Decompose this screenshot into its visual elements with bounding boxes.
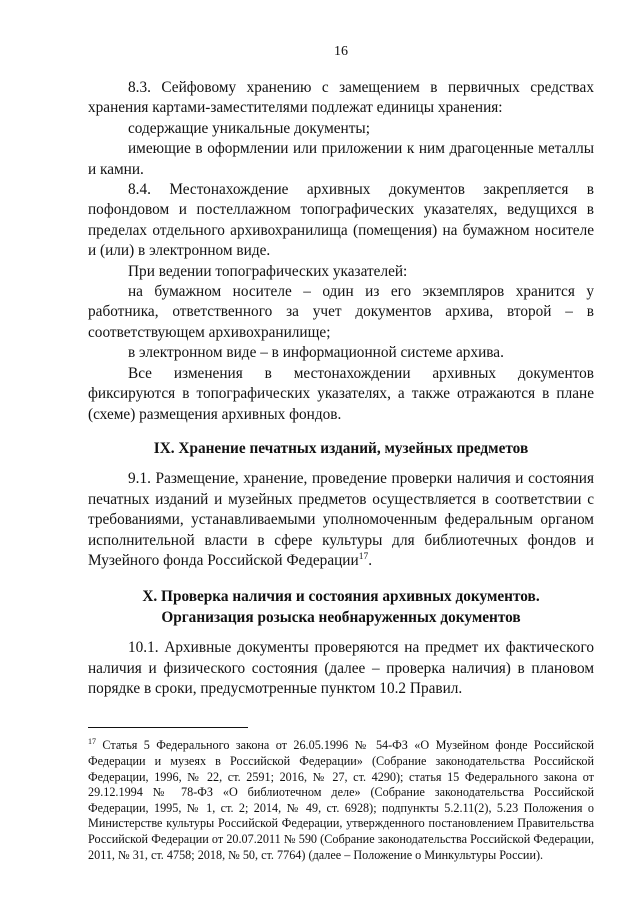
paragraph-topographic-intro: При ведении топографических указателей: (128, 262, 408, 280)
section-heading-x-line1: X. Проверка наличия и состояния архивных документов. (142, 588, 540, 606)
page-number: 16 (334, 44, 348, 59)
paragraph-changes: Все изменения в местонахождении архивных документов фиксируются в топографических указателях, а также отражаются в плане (схеме) размещения архивных фондов. (88, 364, 594, 423)
paragraph-8-4: 8.4. Местонахождение архивных документов закрепляется в пофондовом и постеллажном топографических указателях, ведущихся в пределах отдельного архивохранилища (помещения) на бумажном носителе и (или) в электронном виде. (88, 181, 594, 260)
paragraph-9-1 (88, 469, 594, 571)
section-heading-ix: IX. Хранение печатных изданий, музейных предметов (153, 439, 529, 457)
list-item-paper-medium: на бумажном носителе – один из его экземпляров хранится у работника, ответственного за учет документов архива, второй – в соответствующем архивохранилище; (88, 283, 594, 341)
footnote-separator (88, 727, 248, 728)
paragraph-9-1-text: 9.1. Размещение, хранение, проведение проверки наличия и состояния печатных изданий и музейных предметов осуществляется в соответствии с требованиями, устанавливаемыми уполномоченным федеральным органом исполнительной власти в сфере культуры для библиотечных фондов и Музейного фонда Российской Федерации (88, 470, 594, 569)
paragraph-10-1: 10.1. Архивные документы проверяются на предмет их фактического наличия и физического состояния (далее – проверка наличия) в плановом порядке в сроки, предусмотренные пунктом 10.2 Правил. (88, 639, 594, 697)
list-item-precious-metals: имеющие в оформлении или приложении к ним драгоценные металлы и камни. (88, 140, 594, 178)
footnote-number: 17 (88, 737, 96, 747)
footnote-17 (88, 738, 594, 863)
body-text (88, 78, 594, 699)
footnote-text: Статья 5 Федерального закона от 26.05.1996 № 54-ФЗ «О Музейном фонде Российской Федерации и музеях в Российской Федерации» (Собрание законодательства Российской Федерации, 1996, № 22, ст. 2591; 2016, № 27, ст. 4290); статья 15 Федерального закона от 29.12.1994 № 78-ФЗ «О библиотечном деле» (Собрание законодательства Российской Федерации, 1995, № 1, ст. 2; 2014, № 49, ст. 6928); подпункты 5.2.11(2), 5.23 Положения о Министерстве культуры Российской Федерации, утвержденного постановлением Правительства Российской Федерации от 20.07.2011 № 590 (Собрание законодательства Российской Федерации, 2011, № 31, ст. 4758; 2018, № 50, ст. 7764) (далее – Положение о Минкультуры России). (88, 738, 594, 862)
list-item-electronic: в электронном виде – в информационной системе архива. (128, 344, 504, 362)
paragraph-9-1-end: . (368, 551, 373, 569)
list-item-unique-documents: содержащие уникальные документы; (128, 119, 370, 137)
section-heading-x (88, 587, 594, 628)
paragraph-8-3: 8.3. Сейфовому хранению с замещением в первичных средствах хранения картами-заместителями подлежат единицы хранения: (88, 79, 594, 117)
footnote-reference: 17 (358, 551, 369, 562)
section-heading-x-line2: Организация розыска необнаруженных документов (161, 608, 521, 626)
